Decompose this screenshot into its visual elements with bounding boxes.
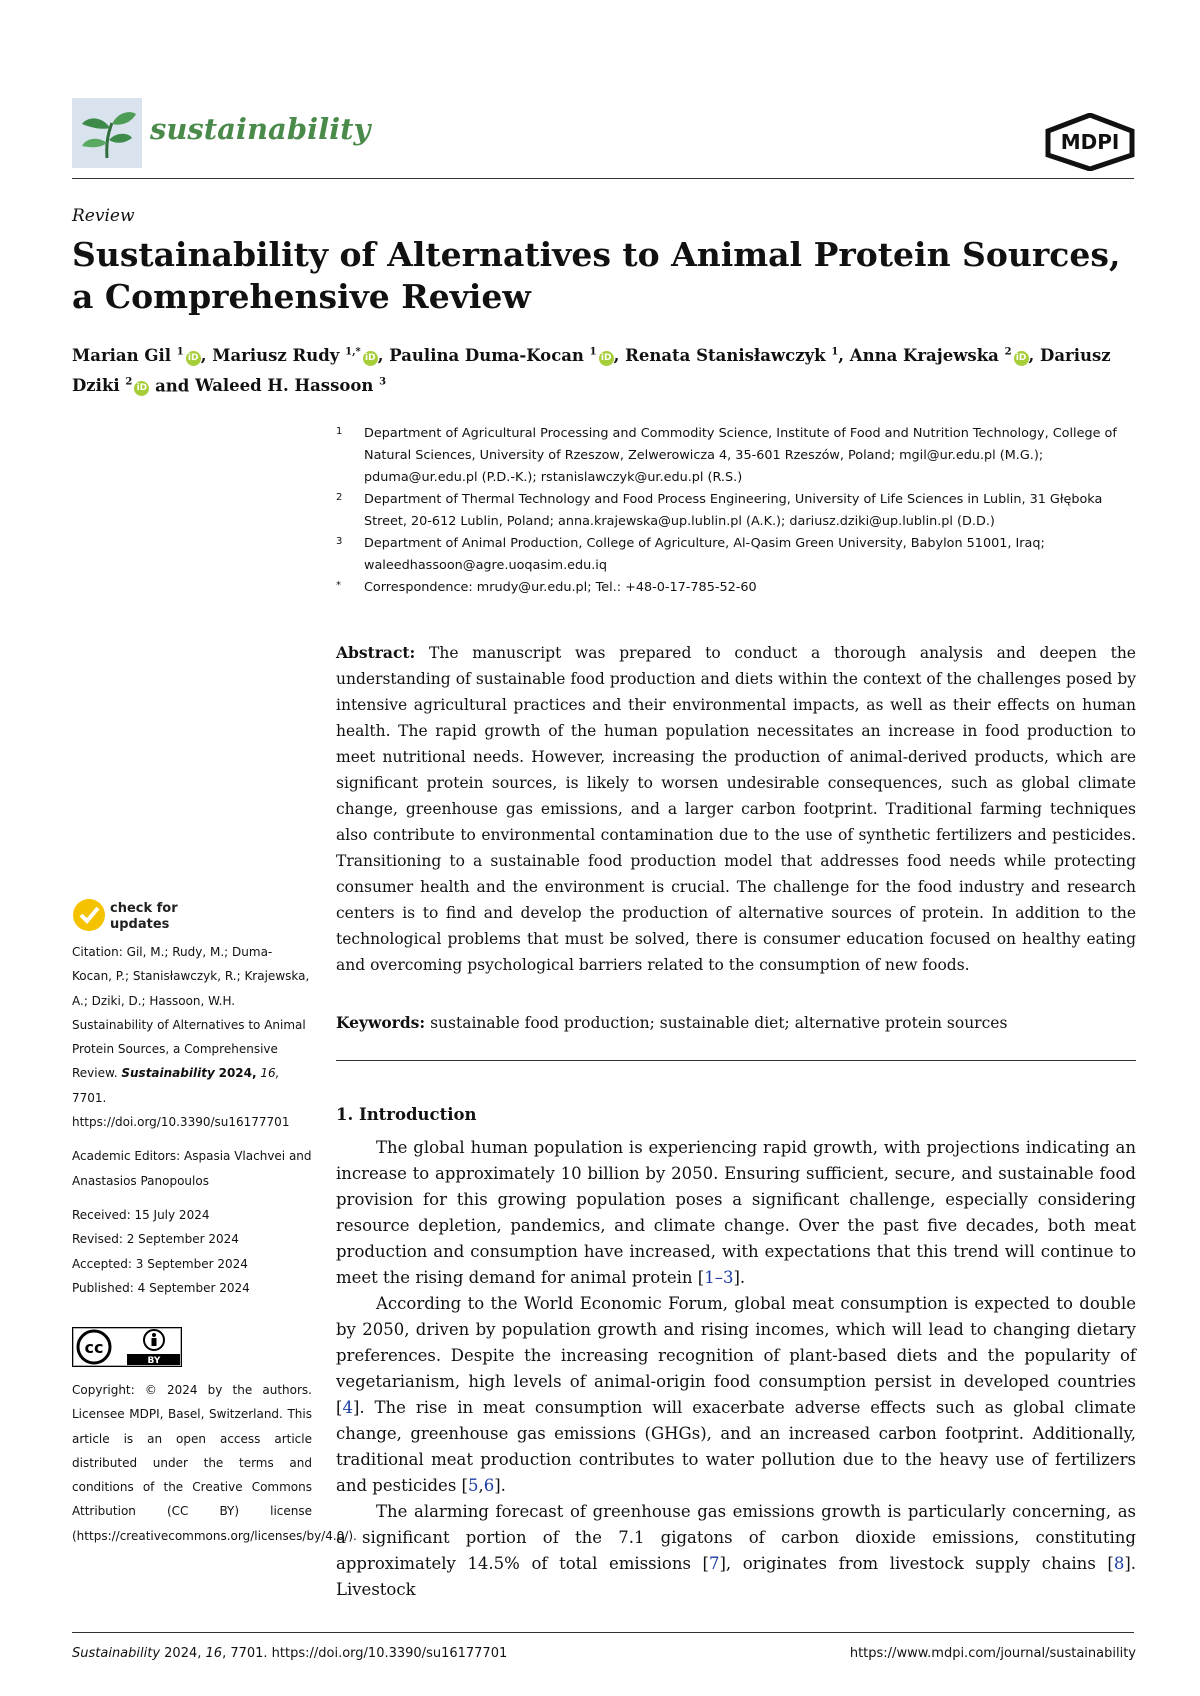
orcid-icon[interactable]: iD	[599, 351, 614, 366]
affiliation	[336, 423, 1136, 489]
affiliation-text: Correspondence: mrudy@ur.edu.pl; Tel.: +48-0-17-785-52-60	[364, 580, 757, 595]
keywords-text: sustainable food production; sustainable diet; alternative protein sources	[430, 1014, 1008, 1032]
paragraph	[336, 1499, 1136, 1603]
sidebar	[72, 940, 312, 1300]
accepted-date: Accepted: 3 September 2024	[72, 1256, 248, 1271]
affiliation-text: Department of Thermal Technology and Food Process Engineering, University of Life Sciences in Lublin, 31 Głęboka Street, 20-612 Lublin, Poland; anna.krajewska@up.lublin.pl (A.K.); dariusz.dziki@up.lublin.pl (D.D.)	[364, 492, 1103, 529]
author-name: Waleed H. Hassoon	[195, 376, 374, 395]
footer-journal: Sustainability	[72, 1646, 161, 1661]
citation-journal: Sustainability	[121, 1066, 215, 1081]
keywords-label: Keywords:	[336, 1013, 426, 1032]
paragraph	[336, 1135, 1136, 1291]
journal-logo	[72, 98, 142, 168]
cc-by-license-badge[interactable]	[72, 1327, 182, 1367]
author-affiliation-mark: 2	[125, 376, 133, 388]
check-for-updates-badge[interactable]	[72, 897, 182, 937]
reference-link[interactable]: 1–3	[704, 1268, 734, 1287]
orcid-icon[interactable]: iD	[134, 381, 149, 396]
affiliation-text: Department of Agricultural Processing and Commodity Science, Institute of Food and Nutrition Technology, College of Natural Sciences, University of Rzeszow, Zelwerowicza 4, 35-601 Rzeszów, Poland; mgil@ur.edu.pl (M.G.); pduma@ur.edu.pl (P.D.-K.); rstanislawczyk@ur.edu.pl (R.S.)	[364, 426, 1117, 485]
check-updates-line2: updates	[110, 917, 170, 932]
author	[72, 346, 201, 365]
cc-text: cc	[84, 1338, 104, 1357]
abstract-text: The manuscript was prepared to conduct a thorough analysis and deepen the understanding of sustainable food production and diets within the context of the challenges posed by intensive agricultural practices and their environmental impacts, as well as their effects on human health. The rapid growth of the human population necessitates an increase in food production to meet nutritional needs. However, increasing the production of animal-derived products, which are significant protein sources, is likely to worsen undesirable consequences, such as global climate change, greenhouse gas emissions, and a larger carbon footprint. Traditional farming techniques also contribute to environmental contamination due to the use of synthetic fertilizers and pesticides. Transitioning to a sustainable food production model that addresses food needs while protecting consumer health and the environment is crucial. The challenge for the food industry and research centers is to find and develop the production of alternative sources of protein. In addition to the technological problems that must be solved, there is consumer education focused on healthy eating and overcoming psychological barriers related to the consumption of new foods.	[336, 644, 1136, 974]
author	[850, 346, 1029, 365]
author	[389, 346, 613, 365]
mdpi-logo	[1044, 113, 1136, 171]
paragraph-text: ], originates from livestock supply chains [	[719, 1554, 1114, 1573]
introduction-body	[336, 1135, 1136, 1603]
abstract	[336, 640, 1136, 978]
affiliation-number: 2	[336, 492, 343, 503]
affiliation-text: Department of Animal Production, College of Agriculture, Al-Qasim Green University, Babylon 51001, Iraq; waleedhassoon@agre.uoqasim.edu.iq	[364, 536, 1045, 573]
citation-block	[72, 940, 312, 1134]
check-updates-line1: check for	[110, 901, 178, 916]
paragraph-text: ].	[494, 1476, 506, 1495]
author-affiliation-mark: 1	[589, 346, 597, 357]
citation-text: Gil, M.; Rudy, M.; Duma-Kocan, P.; Stanisławczyk, R.; Krajewska, A.; Dziki, D.; Hassoon, W.H. Sustainability of Alternatives to Animal Protein Sources, a Comprehensive Review.	[72, 945, 310, 1081]
footer-citation	[72, 1646, 507, 1661]
published-date: Published: 4 September 2024	[72, 1280, 250, 1295]
author-affiliation-mark: 1,*	[345, 346, 361, 357]
orcid-icon[interactable]: iD	[363, 351, 378, 366]
editors-block	[72, 1144, 312, 1193]
reference-link[interactable]: 6	[483, 1476, 495, 1495]
editors-label: Academic Editors:	[72, 1149, 181, 1164]
footer-journal-url[interactable]: https://www.mdpi.com/journal/sustainability	[849, 1646, 1136, 1661]
section-heading: 1. Introduction	[336, 1105, 477, 1124]
article-title: Sustainability of Alternatives to Animal Protein Sources, a Comprehensive Review	[72, 235, 1121, 316]
section-rule	[336, 1060, 1136, 1061]
editors-names: Aspasia Vlachvei and Anastasios Panopoulos	[72, 1149, 312, 1188]
copyright-notice: Copyright: © 2024 by the authors. Licensee MDPI, Basel, Switzerland. This article is an open access article distributed under the terms and conditions of the Creative Commons Attribution (CC BY) license (https://creativecommons.org/licenses/by/4.0/).	[72, 1383, 357, 1543]
mdpi-logo-text: MDPI	[1060, 130, 1120, 154]
footer-year: 2024,	[160, 1646, 206, 1661]
paragraph-text: The global human population is experiencing rapid growth, with projections indicating an increase to approximately 10 billion by 2050. Ensuring sufficient, secure, and sustainable food provision for this growing population poses a significant challenge, especially considering resource depletion, pandemics, and climate change. Over the past five decades, both meat production and consumption have increased, with expectations that this trend will continue to meet the rising demand for animal protein [	[336, 1138, 1136, 1287]
author-affiliation-mark: 1	[176, 346, 184, 357]
affiliation-number: 1	[336, 426, 343, 437]
revised-date: Revised: 2 September 2024	[72, 1232, 239, 1247]
check-icon	[73, 899, 105, 931]
affiliations	[336, 423, 1136, 599]
article-type: Review	[72, 206, 135, 226]
footer-volume: 16	[205, 1646, 223, 1661]
citation-volume: 16,	[260, 1066, 280, 1081]
paragraph-text: ]. Livestock	[336, 1554, 1137, 1599]
orcid-icon[interactable]: iD	[1014, 351, 1029, 366]
received-date: Received: 15 July 2024	[72, 1207, 210, 1222]
keywords	[336, 1010, 1136, 1036]
author	[195, 376, 386, 395]
author-name: Dariusz Dziki	[72, 345, 1111, 395]
author-name: Paulina Duma-Kocan	[389, 345, 584, 365]
orcid-icon[interactable]: iD	[186, 351, 201, 366]
author	[625, 346, 838, 365]
author-name: Anna Krajewska	[849, 345, 999, 365]
citation-label: Citation:	[72, 945, 123, 959]
citation-doi[interactable]: 7701. https://doi.org/10.3390/su16177701	[72, 1090, 290, 1130]
paragraph-text: According to the World Economic Forum, global meat consumption is expected to double by 2050, driven by population growth and rising incomes, which will lead to changing dietary preferences. Despite the increasing recognition of plant-based diets and the popularity of vegetarianism, high levels of animal-origin food consumption persist in developed countries [	[336, 1294, 1136, 1417]
affiliation	[336, 533, 1136, 577]
by-text: BY	[147, 1356, 161, 1366]
affiliation	[336, 489, 1136, 533]
author-name: Renata Stanisławczyk	[625, 345, 826, 365]
author-affiliation-mark: 2	[1004, 346, 1012, 357]
paragraph-text: ].	[733, 1268, 746, 1287]
author-list: Marian Gil $^1$iD , Mariusz Rudy $^{1,*}$iD , Paulina Duma-Kocan $^1$iD , Renata Stanisławczyk $^1$, Anna Krajewska $^2$iD , Dariusz Dziki $^2$iD and Waleed H. Hassoon $^3$	[72, 345, 1111, 395]
reference-link[interactable]: 8	[1113, 1554, 1125, 1573]
author-name: Marian Gil	[72, 345, 171, 365]
affiliation-number: *	[336, 580, 341, 591]
footer-doi[interactable]: , 7701. https://doi.org/10.3390/su16177701	[222, 1646, 508, 1661]
author-affiliation-mark: 1	[831, 346, 839, 357]
author-name: Mariusz Rudy	[212, 345, 340, 365]
affiliation	[336, 577, 1136, 599]
abstract-label: Abstract:	[336, 643, 416, 662]
paragraph	[336, 1291, 1136, 1499]
paragraph-text: ,	[478, 1476, 484, 1495]
author-affiliation-mark: 3	[379, 376, 387, 388]
reference-link[interactable]: 5	[467, 1476, 479, 1495]
paragraph-text: The alarming forecast of greenhouse gas emissions growth is particularly concerning, as a significant portion of the 7.1 gigatons of carbon dioxide emissions, constituting approximately 14.5% of total emissions [	[336, 1502, 1136, 1573]
reference-link[interactable]: 7	[708, 1554, 720, 1573]
paragraph-text: ]. The rise in meat consumption will exacerbate adverse effects such as global climate change, greenhouse gas emissions (GHGs), and an increased carbon footprint. Additionally, traditional meat production contributes to water pollution due to the heavy use of fertilizers and pesticides [	[336, 1398, 1136, 1495]
footer-rule	[72, 1632, 1134, 1633]
reference-link[interactable]: 4	[342, 1398, 353, 1417]
citation-year: 2024,	[218, 1066, 257, 1081]
affiliation-number: 3	[336, 536, 343, 547]
journal-name: sustainability	[150, 112, 371, 146]
header-rule	[72, 178, 1134, 179]
author	[212, 346, 378, 365]
